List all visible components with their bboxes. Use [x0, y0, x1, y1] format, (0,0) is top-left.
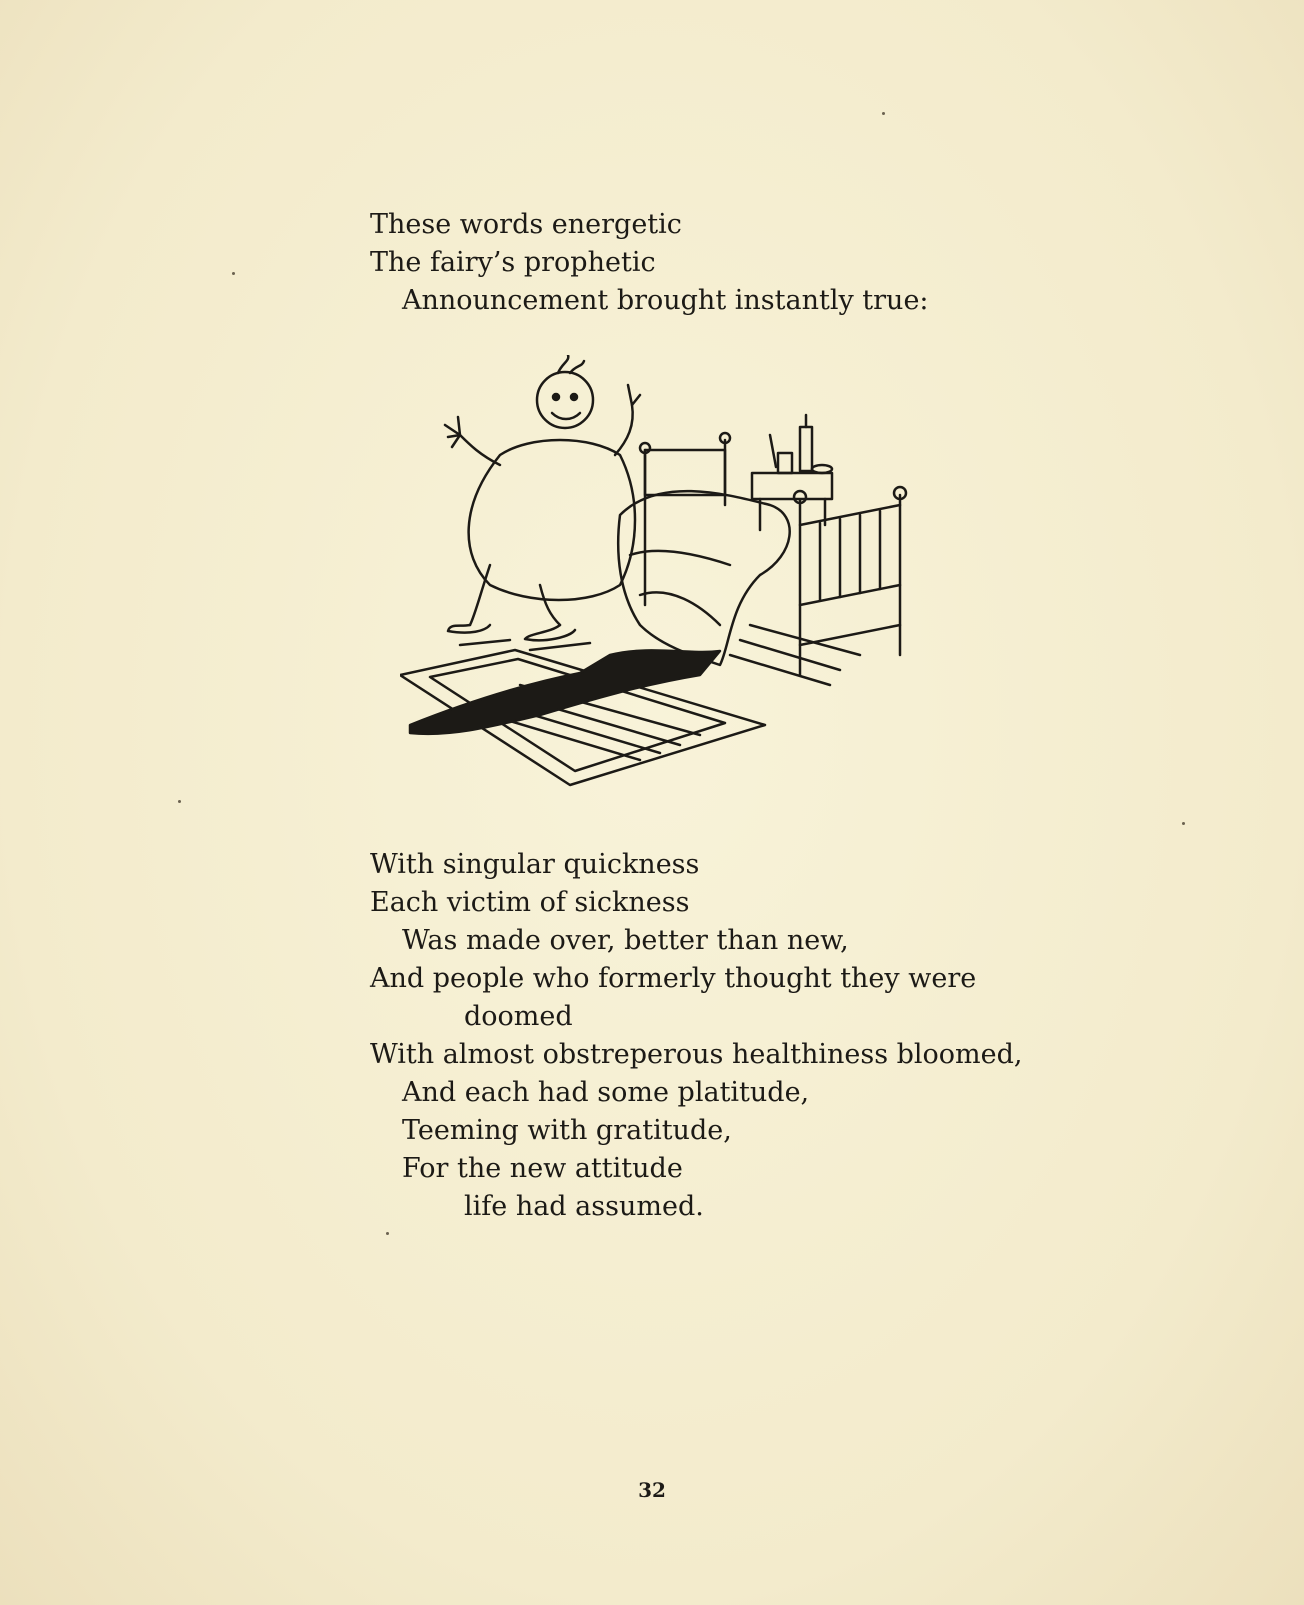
- verse-line: life had assumed.: [464, 1191, 704, 1222]
- verse-line: Teeming with gratitude,: [402, 1115, 732, 1146]
- paper-speck: [882, 112, 885, 115]
- verse-line: These words energetic: [370, 209, 682, 240]
- paper-speck: [232, 272, 235, 275]
- paper-speck: [386, 1232, 389, 1235]
- paper-speck: [178, 800, 181, 803]
- verse-line: And people who formerly thought they were: [370, 963, 977, 994]
- verse-line: doomed: [464, 1001, 573, 1032]
- night-table: [752, 473, 832, 499]
- verse-line: And each had some platitude,: [402, 1077, 810, 1108]
- bed-headboard: [645, 450, 725, 495]
- verse-line: For the new attitude: [402, 1153, 683, 1184]
- verse-line: The fairy’s prophetic: [370, 247, 656, 278]
- page-number: 32: [638, 1478, 666, 1502]
- verse-line: Was made over, better than new,: [402, 925, 849, 956]
- man-jumping-out-of-bed-illustration: [400, 355, 940, 805]
- verse-line: Announcement brought instantly true:: [402, 285, 929, 316]
- verse-line: Each victim of sickness: [370, 887, 690, 918]
- man-nightshirt: [469, 440, 635, 600]
- verse-stanza-2: [370, 846, 1023, 1226]
- paper-speck: [1182, 822, 1185, 825]
- verse-stanza-1: [370, 206, 929, 320]
- verse-line: With singular quickness: [370, 849, 700, 880]
- verse-line: With almost obstreperous healthiness bloomed,: [370, 1039, 1023, 1070]
